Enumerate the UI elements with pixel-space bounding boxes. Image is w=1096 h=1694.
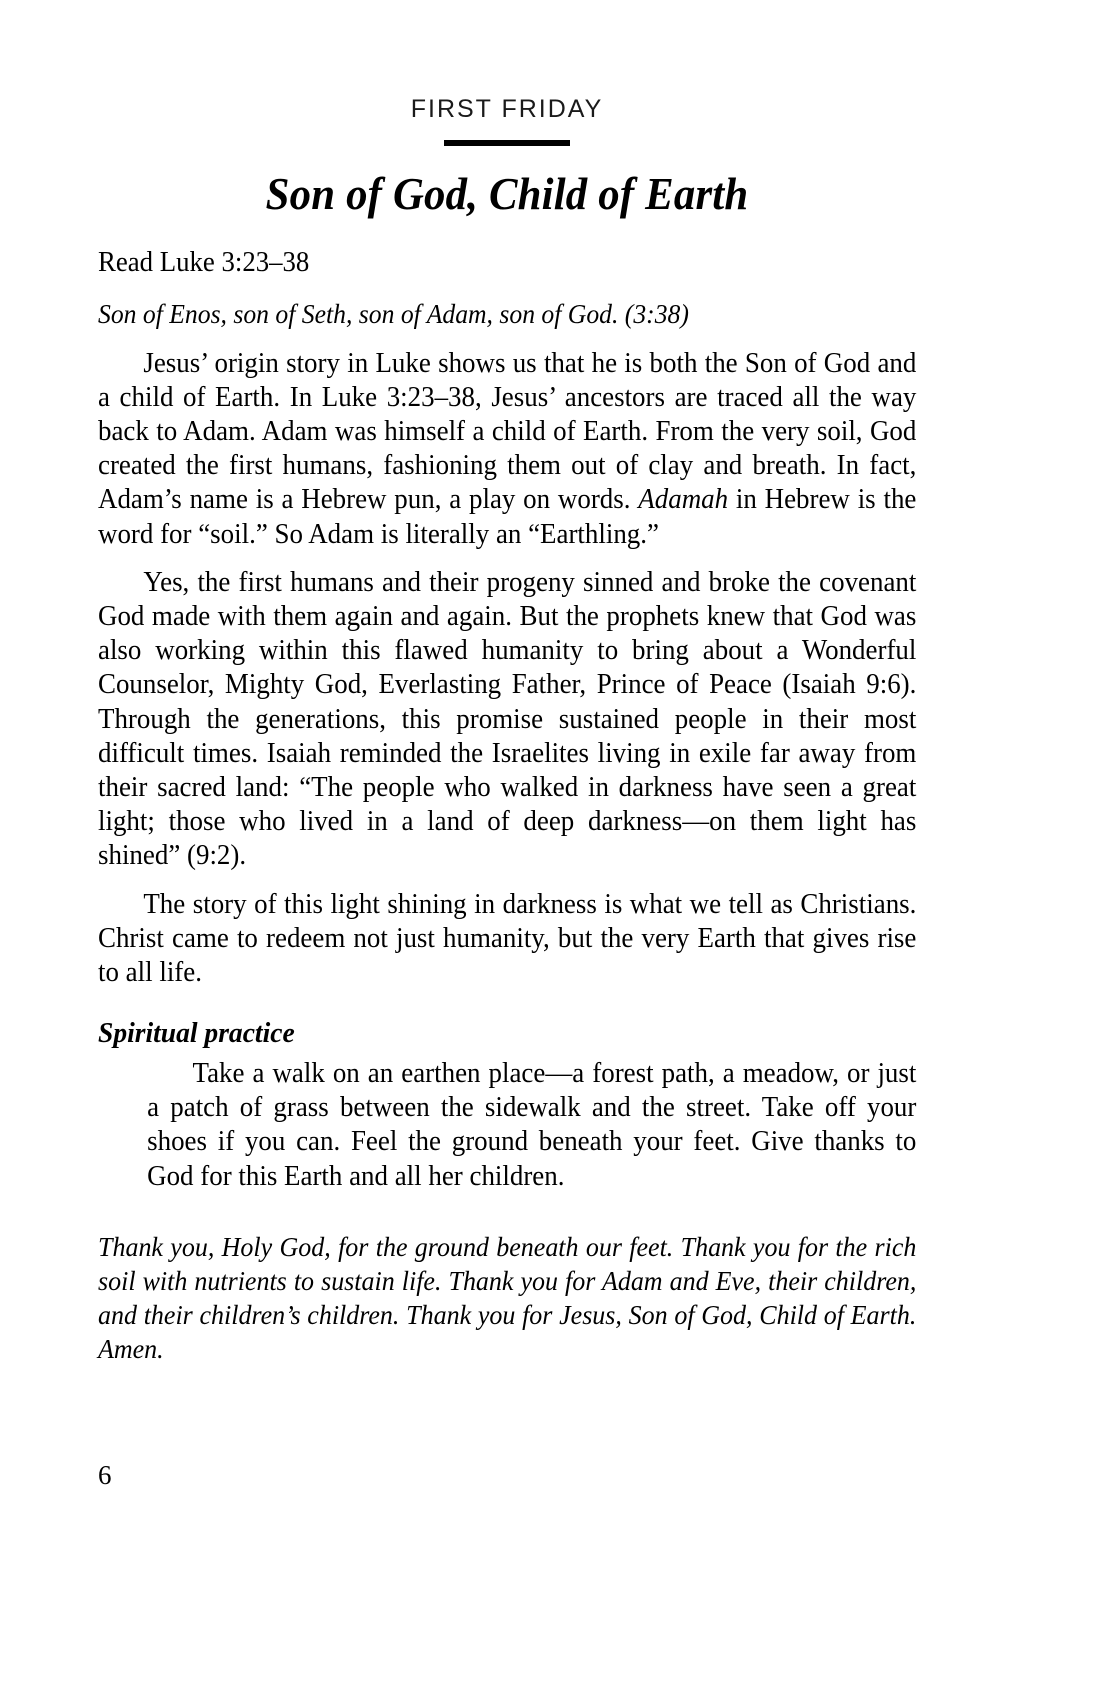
hebrew-term-adamah: Adamah <box>638 484 729 516</box>
paragraph-1-text-after: in Hebrew is the word for “soil.” So Adam is literally an “Earthling.” <box>98 484 917 550</box>
day-kicker: FIRST FRIDAY <box>410 95 604 123</box>
page-number: 6 <box>98 1460 112 1490</box>
scripture-reference: Read Luke 3:23–38 <box>98 247 310 279</box>
spiritual-practice-heading: Spiritual practice <box>98 1017 295 1050</box>
header-rule <box>444 140 570 146</box>
closing-prayer: Thank you, Holy God, for the ground beneath our feet. Thank you for the rich soil with nutrients to sustain life. Thank you for Adam and Eve, their children, and their children’s children. Thank you for Jesus, Son of God, Child of Earth. Amen. <box>98 1230 917 1364</box>
page-header <box>98 96 916 146</box>
spiritual-practice-text: Take a walk on an earthen place—a forest path, a meadow, or just a patch of grass between the sidewalk and the street. Take off your shoes if you can. Feel the ground beneath your feet. Give thanks to God for this Earth and all her children. <box>147 1058 917 1192</box>
page-content <box>98 96 916 1366</box>
page-title: Son of God, Child of Earth <box>265 167 749 219</box>
body-paragraph-3: The story of this light shining in darkness is what we tell as Christians. Christ came to redeem not just humanity, but the very Earth that gives rise to all life. <box>98 888 917 989</box>
body-paragraph-1 <box>98 347 916 552</box>
paragraph-1-text-before: Jesus’ origin story in Luke shows us that he is both the Son of God and a child of Earth. In Luke 3:23–38, Jesus’ ancestors are traced all the way back to Adam. Adam was himself a child of Earth. From the very soil, God created the first humans, fashioning them out of clay and breath. In fact, Adam’s name is a Hebrew pun, a play on words. <box>98 347 917 516</box>
body-paragraph-2: Yes, the first humans and their progeny sinned and broke the covenant God made with them again and again. But the prophets knew that God was also working within this flawed humanity to bring about a Wonderful Counselor, Mighty God, Everlasting Father, Prince of Peace (Isaiah 9:6). Through the generations, this promise sustained people in their most difficult times. Isaiah reminded the Israelites living in exile far away from their sacred land: “The people who walked in darkness have seen a great light; those who lived in a land of deep darkness—on them light has shined” (9:2). <box>98 566 917 872</box>
scripture-epigraph: Son of Enos, son of Seth, son of Adam, son of God. (3:38) <box>98 299 689 330</box>
